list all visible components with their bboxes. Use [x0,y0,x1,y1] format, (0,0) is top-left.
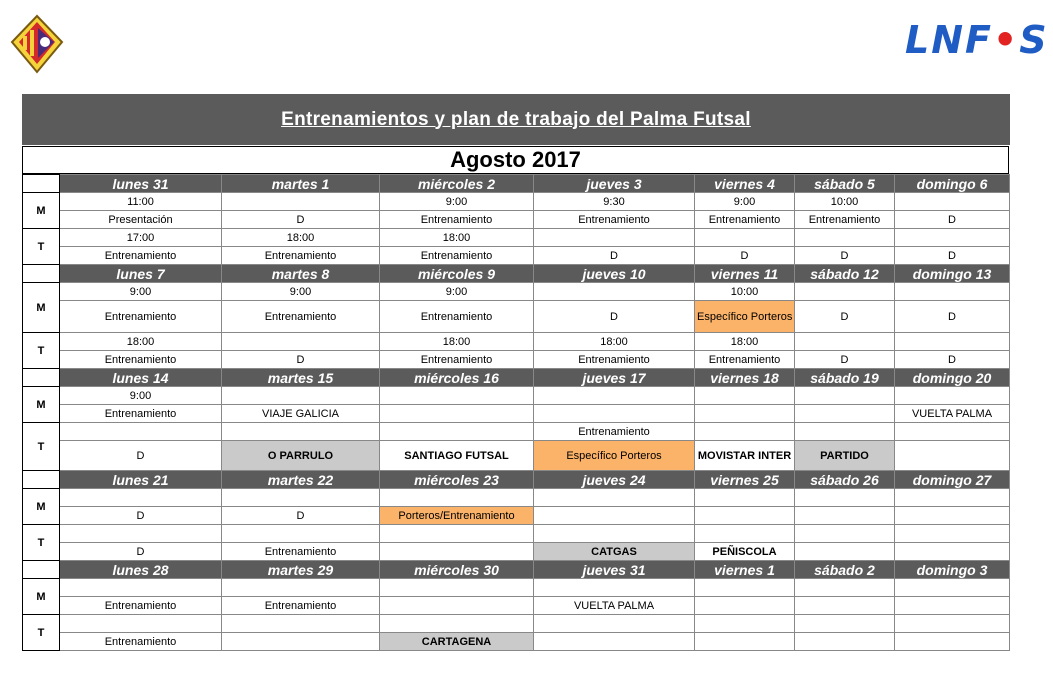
schedule-cell: D [60,543,222,561]
schedule-row [23,301,1010,333]
schedule-cell [795,489,895,507]
schedule-row [23,543,1010,561]
session-label-manana: M [23,193,60,229]
schedule-cell [534,229,695,247]
day-header-row [23,265,1010,283]
day-header-cell: martes 22 [222,471,380,489]
schedule-cell [795,507,895,525]
day-header-cell: sábado 26 [795,471,895,489]
session-label-tarde: T [23,525,60,561]
day-header-cell: martes 15 [222,369,380,387]
schedule-cell [895,507,1010,525]
schedule-cell: 17:00 [60,229,222,247]
schedule-cell [695,525,795,543]
schedule-row [23,211,1010,229]
schedule-cell [60,423,222,441]
day-header-cell: miércoles 30 [380,561,534,579]
schedule-cell: Entrenamiento [695,211,795,229]
schedule-cell: 18:00 [380,229,534,247]
schedule-cell: Entrenamiento [60,597,222,615]
schedule-cell [895,229,1010,247]
schedule-cell: 10:00 [795,193,895,211]
page-title-bar [22,94,1010,145]
schedule-cell [380,597,534,615]
schedule-cell: Entrenamiento [380,301,534,333]
schedule-cell: 9:00 [695,193,795,211]
schedule-cell [795,615,895,633]
schedule-cell: VUELTA PALMA [534,597,695,615]
day-header-cell: sábado 19 [795,369,895,387]
schedule-cell: Entrenamiento [222,301,380,333]
schedule-cell [895,525,1010,543]
day-header-cell: jueves 24 [534,471,695,489]
schedule-cell: 18:00 [60,333,222,351]
day-header-cell: miércoles 2 [380,175,534,193]
schedule-cell [534,405,695,423]
schedule-cell [695,597,795,615]
schedule-cell: PEÑISCOLA [695,543,795,561]
schedule-cell: Entrenamiento [380,247,534,265]
schedule-cell [695,633,795,651]
day-header-cell: viernes 18 [695,369,795,387]
schedule-cell: Entrenamiento [380,211,534,229]
schedule-cell [895,423,1010,441]
schedule-row [23,229,1010,247]
schedule-cell: VIAJE GALICIA [222,405,380,423]
schedule-cell: 9:00 [60,283,222,301]
schedule-cell [60,579,222,597]
schedule-cell [795,633,895,651]
schedule-cell [895,615,1010,633]
schedule-cell: Específico Porteros [695,301,795,333]
day-header-cell: domingo 3 [895,561,1010,579]
schedule-cell [795,387,895,405]
schedule-cell: 9:30 [534,193,695,211]
schedule-cell: Entrenamiento [695,351,795,369]
schedule-cell: D [795,351,895,369]
schedule-cell [534,633,695,651]
schedule-cell: D [534,247,695,265]
schedule-cell: O PARRULO [222,441,380,471]
day-header-cell: domingo 27 [895,471,1010,489]
schedule-cell: D [534,301,695,333]
schedule-cell [895,283,1010,301]
schedule-cell [380,405,534,423]
schedule-cell: Entrenamiento [222,543,380,561]
schedule-cell [380,543,534,561]
schedule-cell: Entrenamiento [534,423,695,441]
schedule-cell: D [895,351,1010,369]
schedule-cell [695,579,795,597]
session-label-tarde: T [23,615,60,651]
day-header-row [23,471,1010,489]
schedule-cell [695,229,795,247]
schedule-cell [895,579,1010,597]
schedule-cell [695,405,795,423]
day-header-cell: sábado 2 [795,561,895,579]
schedule-cell [695,489,795,507]
schedule-cell: D [222,211,380,229]
schedule-cell: PARTIDO [795,441,895,471]
lnfs-logo: LNF•S [905,18,1049,62]
schedule-cell: Entrenamiento [222,597,380,615]
schedule-cell [695,507,795,525]
schedule-cell: CARTAGENA [380,633,534,651]
schedule-cell [222,423,380,441]
schedule-cell [795,525,895,543]
schedule-row [23,615,1010,633]
schedule-cell: D [895,301,1010,333]
schedule-cell [380,387,534,405]
day-header-cell: miércoles 23 [380,471,534,489]
day-header-cell: martes 29 [222,561,380,579]
schedule-cell [222,489,380,507]
schedule-cell: Entrenamiento [380,351,534,369]
schedule-cell [222,633,380,651]
day-header-cell: miércoles 16 [380,369,534,387]
schedule-cell: D [60,441,222,471]
schedule-row [23,633,1010,651]
day-header-row [23,561,1010,579]
schedule-cell [795,229,895,247]
day-header-cell: sábado 5 [795,175,895,193]
schedule-cell: D [895,211,1010,229]
day-header-cell: lunes 14 [60,369,222,387]
schedule-cell [795,423,895,441]
schedule-cell [534,489,695,507]
schedule-cell [795,579,895,597]
schedule-cell: Entrenamiento [60,633,222,651]
day-header-cell: lunes 7 [60,265,222,283]
day-header-cell: lunes 28 [60,561,222,579]
day-header-cell: jueves 3 [534,175,695,193]
schedule-cell [222,579,380,597]
schedule-cell [222,525,380,543]
schedule-cell [534,579,695,597]
schedule-cell: MOVISTAR INTER [695,441,795,471]
schedule-row [23,247,1010,265]
day-header-cell: lunes 31 [60,175,222,193]
schedule-row [23,423,1010,441]
schedule-cell [895,489,1010,507]
schedule-cell: 9:00 [380,193,534,211]
schedule-cell: Específico Porteros [534,441,695,471]
schedule-cell [795,333,895,351]
day-header-cell: viernes 1 [695,561,795,579]
training-schedule-table [22,174,1010,651]
day-header-cell: domingo 13 [895,265,1010,283]
schedule-row [23,387,1010,405]
schedule-cell: Entrenamiento [534,211,695,229]
schedule-cell [380,423,534,441]
day-header-cell: jueves 17 [534,369,695,387]
schedule-cell [534,387,695,405]
schedule-cell [380,489,534,507]
schedule-cell [795,283,895,301]
schedule-cell: Entrenamiento [222,247,380,265]
session-label-tarde: T [23,423,60,471]
schedule-cell: Presentación [60,211,222,229]
schedule-cell: D [60,507,222,525]
session-label-manana: M [23,387,60,423]
page-title: Entrenamientos y plan de trabajo del Palma Futsal [281,108,751,130]
session-label-manana: M [23,283,60,333]
day-header-cell: domingo 6 [895,175,1010,193]
schedule-cell: 9:00 [380,283,534,301]
schedule-cell [795,405,895,423]
schedule-row [23,405,1010,423]
schedule-row [23,597,1010,615]
schedule-cell: 10:00 [695,283,795,301]
schedule-row [23,507,1010,525]
schedule-cell: D [222,351,380,369]
schedule-cell [895,193,1010,211]
schedule-cell: 18:00 [534,333,695,351]
schedule-cell [534,615,695,633]
day-header-cell: viernes 11 [695,265,795,283]
schedule-row [23,283,1010,301]
day-header-cell: jueves 31 [534,561,695,579]
schedule-cell: VUELTA PALMA [895,405,1010,423]
schedule-cell: D [795,301,895,333]
schedule-cell [795,543,895,561]
schedule-cell: 11:00 [60,193,222,211]
session-label-tarde: T [23,229,60,265]
day-header-cell: jueves 10 [534,265,695,283]
schedule-cell: Entrenamiento [60,405,222,423]
schedule-cell [222,387,380,405]
schedule-cell: Entrenamiento [795,211,895,229]
schedule-cell [222,193,380,211]
schedule-cell [380,525,534,543]
schedule-cell [795,597,895,615]
schedule-cell: 18:00 [222,229,380,247]
schedule-row [23,489,1010,507]
schedule-cell [695,387,795,405]
schedule-cell [695,423,795,441]
day-header-cell: sábado 12 [795,265,895,283]
schedule-row [23,525,1010,543]
schedule-cell: D [895,247,1010,265]
day-header-corner [23,265,60,283]
schedule-cell [895,543,1010,561]
schedule-cell [534,525,695,543]
schedule-row [23,441,1010,471]
day-header-cell: martes 1 [222,175,380,193]
schedule-cell: 18:00 [695,333,795,351]
schedule-cell: Entrenamiento [60,301,222,333]
schedule-cell: Entrenamiento [534,351,695,369]
schedule-cell [60,615,222,633]
session-label-manana: M [23,579,60,615]
schedule-cell: 9:00 [222,283,380,301]
schedule-cell [380,615,534,633]
day-header-corner [23,561,60,579]
schedule-cell [60,489,222,507]
schedule-cell: Entrenamiento [60,351,222,369]
day-header-cell: viernes 4 [695,175,795,193]
schedule-cell [534,507,695,525]
schedule-row [23,579,1010,597]
session-label-manana: M [23,489,60,525]
schedule-cell [695,615,795,633]
schedule-cell [895,387,1010,405]
day-header-corner [23,175,60,193]
schedule-cell: CATGAS [534,543,695,561]
schedule-cell [534,283,695,301]
schedule-cell [895,441,1010,471]
day-header-cell: miércoles 9 [380,265,534,283]
schedule-row [23,193,1010,211]
month-title: Agosto 2017 [450,147,581,172]
schedule-cell: 18:00 [380,333,534,351]
day-header-row [23,369,1010,387]
schedule-cell: D [695,247,795,265]
schedule-cell [60,525,222,543]
schedule-row [23,351,1010,369]
session-label-tarde: T [23,333,60,369]
day-header-cell: domingo 20 [895,369,1010,387]
day-header-cell: lunes 21 [60,471,222,489]
schedule-cell: Porteros/Entrenamiento [380,507,534,525]
day-header-row [23,175,1010,193]
schedule-cell: D [222,507,380,525]
day-header-corner [23,471,60,489]
day-header-corner [23,369,60,387]
schedule-cell [895,633,1010,651]
schedule-cell [895,597,1010,615]
month-header [22,146,1009,174]
schedule-cell: D [795,247,895,265]
schedule-cell [380,579,534,597]
schedule-cell: SANTIAGO FUTSAL [380,441,534,471]
palma-futsal-crest-icon [10,14,64,76]
day-header-cell: martes 8 [222,265,380,283]
schedule-cell: Entrenamiento [60,247,222,265]
schedule-cell [222,333,380,351]
schedule-cell [222,615,380,633]
schedule-cell [895,333,1010,351]
schedule-cell: 9:00 [60,387,222,405]
day-header-cell: viernes 25 [695,471,795,489]
schedule-row [23,333,1010,351]
